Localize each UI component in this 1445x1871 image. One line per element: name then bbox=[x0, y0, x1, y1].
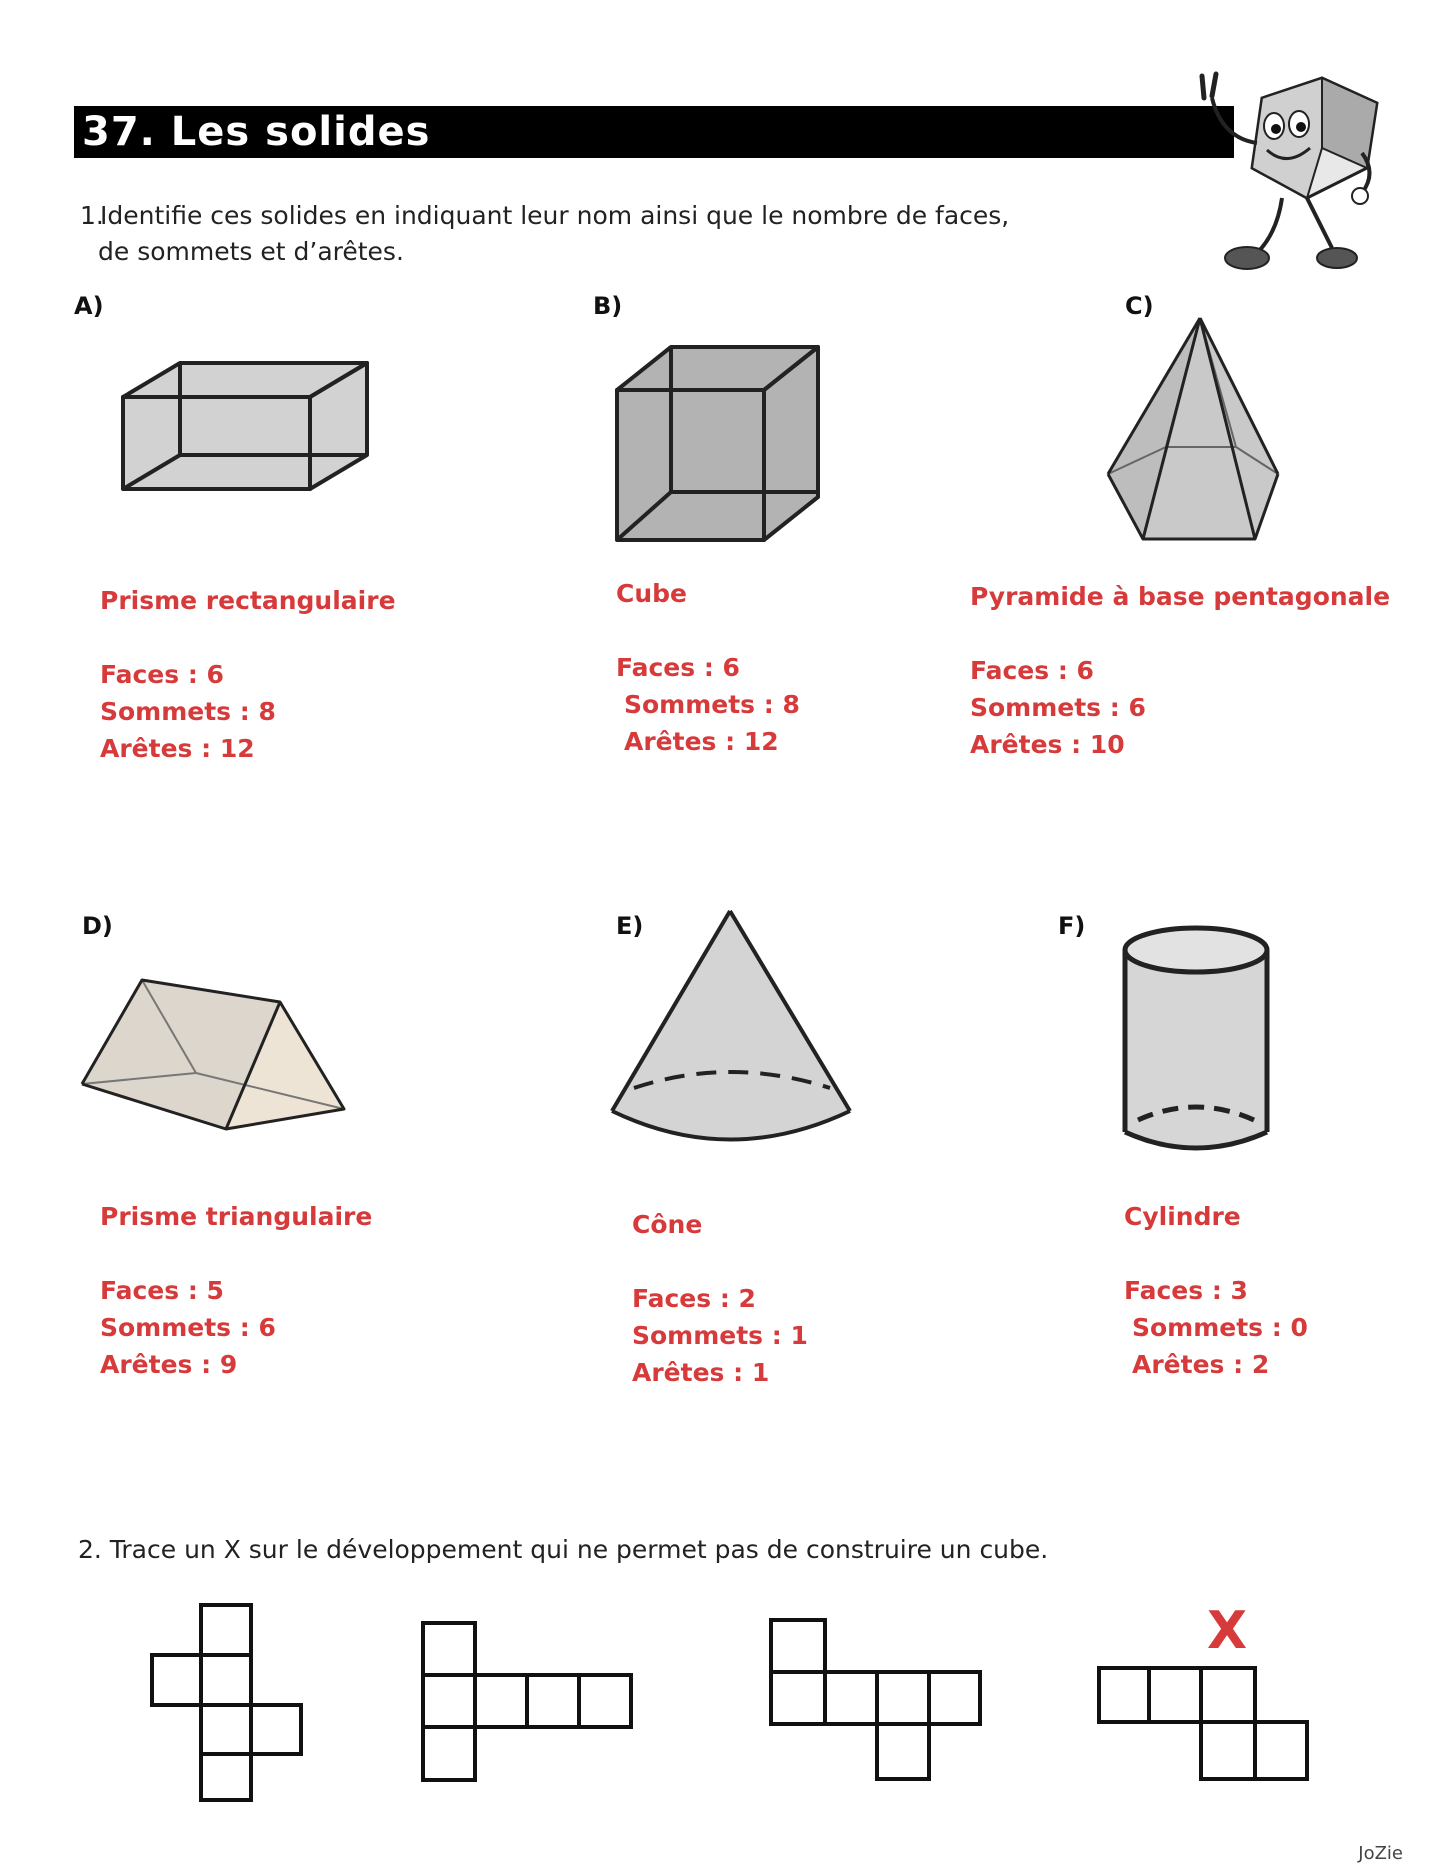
x-mark-text: X bbox=[1206, 1604, 1248, 1654]
solid-e-faces: Faces : 2 bbox=[632, 1284, 756, 1313]
footer-credit: JoZie bbox=[1358, 1843, 1403, 1864]
solid-e-label: E) bbox=[616, 912, 644, 940]
solid-e-answer bbox=[632, 1206, 808, 1391]
solid-a-faces: Faces : 6 bbox=[100, 660, 224, 689]
solid-d-answer bbox=[100, 1198, 372, 1383]
solid-a-name: Prisme rectangulaire bbox=[100, 586, 396, 615]
mascot-illustration bbox=[1172, 58, 1400, 292]
solid-c-name: Pyramide à base pentagonale bbox=[970, 582, 1391, 611]
solid-b-sommets: Sommets : 8 bbox=[624, 690, 800, 719]
solid-e-aretes: Arêtes : 1 bbox=[632, 1358, 770, 1387]
solid-d-name: Prisme triangulaire bbox=[100, 1202, 373, 1231]
cube-net-3 bbox=[768, 1617, 983, 1785]
question-1-number: 1. bbox=[80, 201, 104, 230]
solid-c-sommets: Sommets : 6 bbox=[970, 693, 1146, 722]
solid-d-label: D) bbox=[82, 912, 113, 940]
pentagonal-pyramid-figure bbox=[1100, 312, 1300, 546]
solid-a-answer bbox=[100, 582, 396, 767]
x-mark-icon bbox=[1205, 1604, 1249, 1654]
question-2-text: 2. Trace un X sur le développement qui ne permet pas de construire un cube. bbox=[78, 1535, 1049, 1564]
solid-c-label: C) bbox=[1125, 292, 1154, 320]
solid-f-faces: Faces : 3 bbox=[1124, 1276, 1248, 1305]
question-1 bbox=[80, 198, 1040, 270]
cube-net-2 bbox=[420, 1620, 635, 1785]
solid-d-sommets: Sommets : 6 bbox=[100, 1313, 276, 1342]
solid-b-answer bbox=[616, 575, 800, 760]
solid-c-aretes: Arêtes : 10 bbox=[970, 730, 1125, 759]
cube-figure bbox=[612, 342, 827, 544]
page-title: 37. Les solides bbox=[82, 109, 431, 155]
rectangular-prism-figure bbox=[115, 355, 375, 515]
solid-f-name: Cylindre bbox=[1124, 1202, 1241, 1231]
solid-b-aretes: Arêtes : 12 bbox=[624, 727, 779, 756]
cube-net-1 bbox=[150, 1603, 305, 1803]
solid-f-answer bbox=[1124, 1198, 1308, 1383]
solid-f-label: F) bbox=[1058, 912, 1086, 940]
solid-f-aretes: Arêtes : 2 bbox=[1132, 1350, 1270, 1379]
cube-net-4 bbox=[1096, 1665, 1311, 1785]
solid-b-label: B) bbox=[593, 292, 623, 320]
solid-e-name: Cône bbox=[632, 1210, 703, 1239]
solid-d-faces: Faces : 5 bbox=[100, 1276, 224, 1305]
cylinder-figure bbox=[1120, 924, 1272, 1160]
question-1-text-line2: de sommets et d’arêtes. bbox=[98, 237, 404, 266]
solid-c-faces: Faces : 6 bbox=[970, 656, 1094, 685]
triangular-prism-figure bbox=[78, 976, 350, 1136]
cone-figure bbox=[608, 906, 854, 1146]
solid-a-sommets: Sommets : 8 bbox=[100, 697, 276, 726]
solid-e-sommets: Sommets : 1 bbox=[632, 1321, 808, 1350]
solid-a-aretes: Arêtes : 12 bbox=[100, 734, 255, 763]
question-1-text-line1: Identifie ces solides en indiquant leur nom ainsi que le nombre de faces, bbox=[100, 201, 1010, 230]
solid-a-label: A) bbox=[74, 292, 104, 320]
solid-b-faces: Faces : 6 bbox=[616, 653, 740, 682]
solid-b-name: Cube bbox=[616, 579, 687, 608]
solid-f-sommets: Sommets : 0 bbox=[1132, 1313, 1308, 1342]
solid-d-aretes: Arêtes : 9 bbox=[100, 1350, 238, 1379]
solid-c-answer bbox=[970, 578, 1390, 763]
